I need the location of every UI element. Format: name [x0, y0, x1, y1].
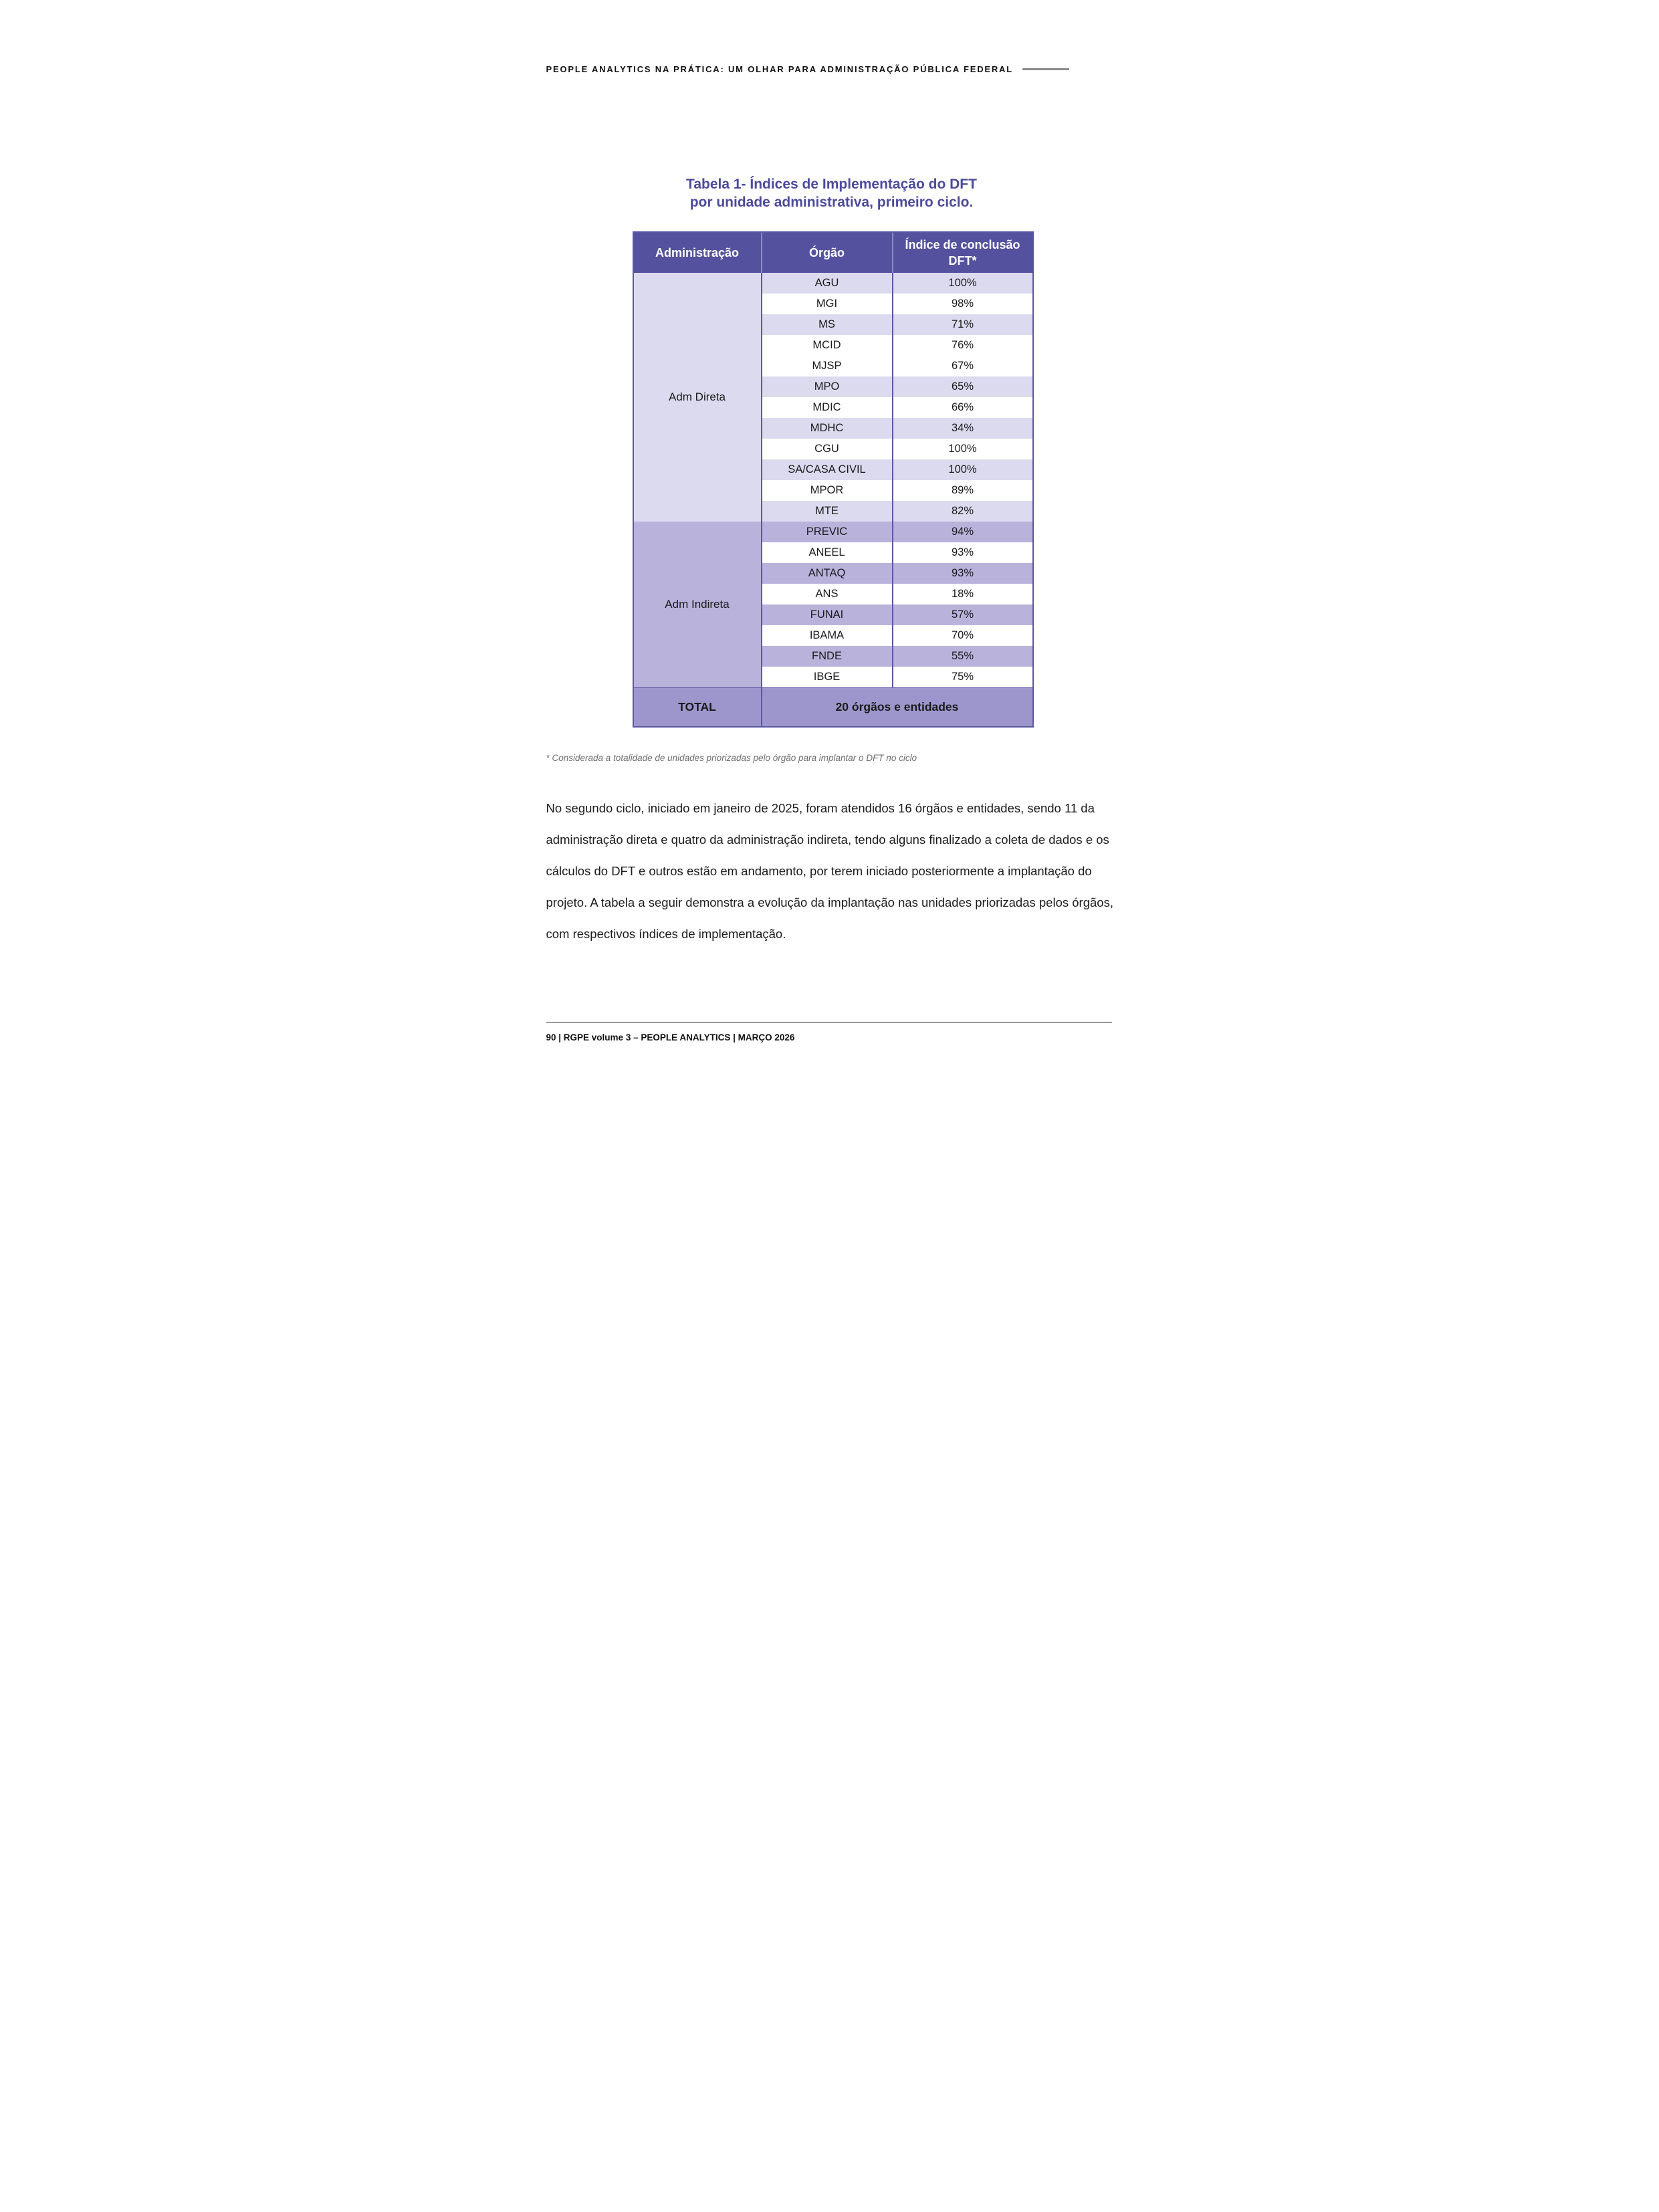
- indice-cell: 94%: [892, 522, 1032, 542]
- group-label-cell: Adm Indireta: [634, 522, 761, 687]
- indice-cell: 76%: [892, 335, 1032, 356]
- group-label-cell: Adm Direta: [634, 273, 761, 522]
- orgao-cell: MJSP: [761, 356, 892, 376]
- indice-cell: 66%: [892, 397, 1032, 418]
- total-label-cell: TOTAL: [634, 687, 761, 726]
- running-header-title: PEOPLE ANALYTICS NA PRÁTICA: UM OLHAR PARA ADMINISTRAÇÃO PÚBLICA FEDERAL: [546, 64, 1013, 74]
- indice-cell: 34%: [892, 418, 1032, 439]
- indice-cell: 98%: [892, 294, 1032, 314]
- table-footnote: * Considerada a totalidade de unidades priorizadas pelo órgão para implantar o DFT no ciclo: [546, 753, 917, 763]
- header-rule-divider: [1022, 68, 1069, 70]
- orgao-cell: FNDE: [761, 646, 892, 667]
- table-total-row: [634, 687, 1032, 726]
- orgao-cell: ANEEL: [761, 542, 892, 563]
- orgao-cell: ANS: [761, 584, 892, 604]
- column-header-0: Administração: [634, 233, 761, 273]
- table-title: [633, 175, 1031, 211]
- orgao-cell: ANTAQ: [761, 563, 892, 584]
- dft-implementation-table: [633, 231, 1034, 728]
- table-header-row: [634, 233, 1032, 273]
- column-header-2: Índice de conclusão DFT*: [892, 233, 1032, 273]
- indice-cell: 70%: [892, 625, 1032, 646]
- indice-cell: 18%: [892, 584, 1032, 604]
- orgao-cell: SA/CASA CIVIL: [761, 459, 892, 480]
- page-footer: 90 | RGPE volume 3 – PEOPLE ANALYTICS | MARÇO 2026: [546, 1032, 795, 1042]
- orgao-cell: MTE: [761, 501, 892, 522]
- orgao-cell: IBAMA: [761, 625, 892, 646]
- indice-cell: 65%: [892, 376, 1032, 397]
- orgao-cell: MPOR: [761, 480, 892, 501]
- orgao-cell: MDHC: [761, 418, 892, 439]
- indice-cell: 100%: [892, 439, 1032, 459]
- orgao-cell: MS: [761, 314, 892, 335]
- running-header: [546, 64, 1113, 74]
- indice-cell: 71%: [892, 314, 1032, 335]
- orgao-cell: AGU: [761, 273, 892, 294]
- orgao-cell: FUNAI: [761, 604, 892, 625]
- indice-cell: 67%: [892, 356, 1032, 376]
- total-value-cell: 20 órgãos e entidades: [761, 687, 1032, 726]
- document-page: [415, 0, 1244, 1106]
- table-section: [633, 175, 1031, 728]
- column-header-1: Órgão: [761, 233, 892, 273]
- orgao-cell: MDIC: [761, 397, 892, 418]
- orgao-cell: CGU: [761, 439, 892, 459]
- indice-cell: 100%: [892, 459, 1032, 480]
- indice-cell: 89%: [892, 480, 1032, 501]
- table-title-line1: Tabela 1- Índices de Implementação do DFT: [686, 177, 977, 192]
- indice-cell: 100%: [892, 273, 1032, 294]
- indice-cell: 82%: [892, 501, 1032, 522]
- body-paragraph: No segundo ciclo, iniciado em janeiro de 2025, foram atendidos 16 órgãos e entidades, sendo 11 da administração direta e quatro da administração indireta, tendo alguns finalizado a coleta de dados e os cálculos do DFT e outros estão em andamento, por terem iniciado posteriormente a implantação do projeto. A tabela a seguir demonstra a evolução da implantação nas unidades priorizadas pelos órgãos, com respectivos índices de implementação.: [546, 800, 1113, 941]
- indice-cell: 75%: [892, 667, 1032, 687]
- orgao-cell: MGI: [761, 294, 892, 314]
- orgao-cell: MCID: [761, 335, 892, 356]
- indice-cell: 93%: [892, 563, 1032, 584]
- orgao-cell: PREVIC: [761, 522, 892, 542]
- orgao-cell: IBGE: [761, 667, 892, 687]
- footer-rule-divider: [546, 1022, 1112, 1023]
- indice-cell: 93%: [892, 542, 1032, 563]
- table-body: [634, 273, 1032, 687]
- table-row: [634, 522, 1032, 542]
- table-title-line2: por unidade administrativa, primeiro ciclo.: [689, 195, 974, 210]
- table-row: [634, 273, 1032, 294]
- indice-cell: 55%: [892, 646, 1032, 667]
- orgao-cell: MPO: [761, 376, 892, 397]
- indice-cell: 57%: [892, 604, 1032, 625]
